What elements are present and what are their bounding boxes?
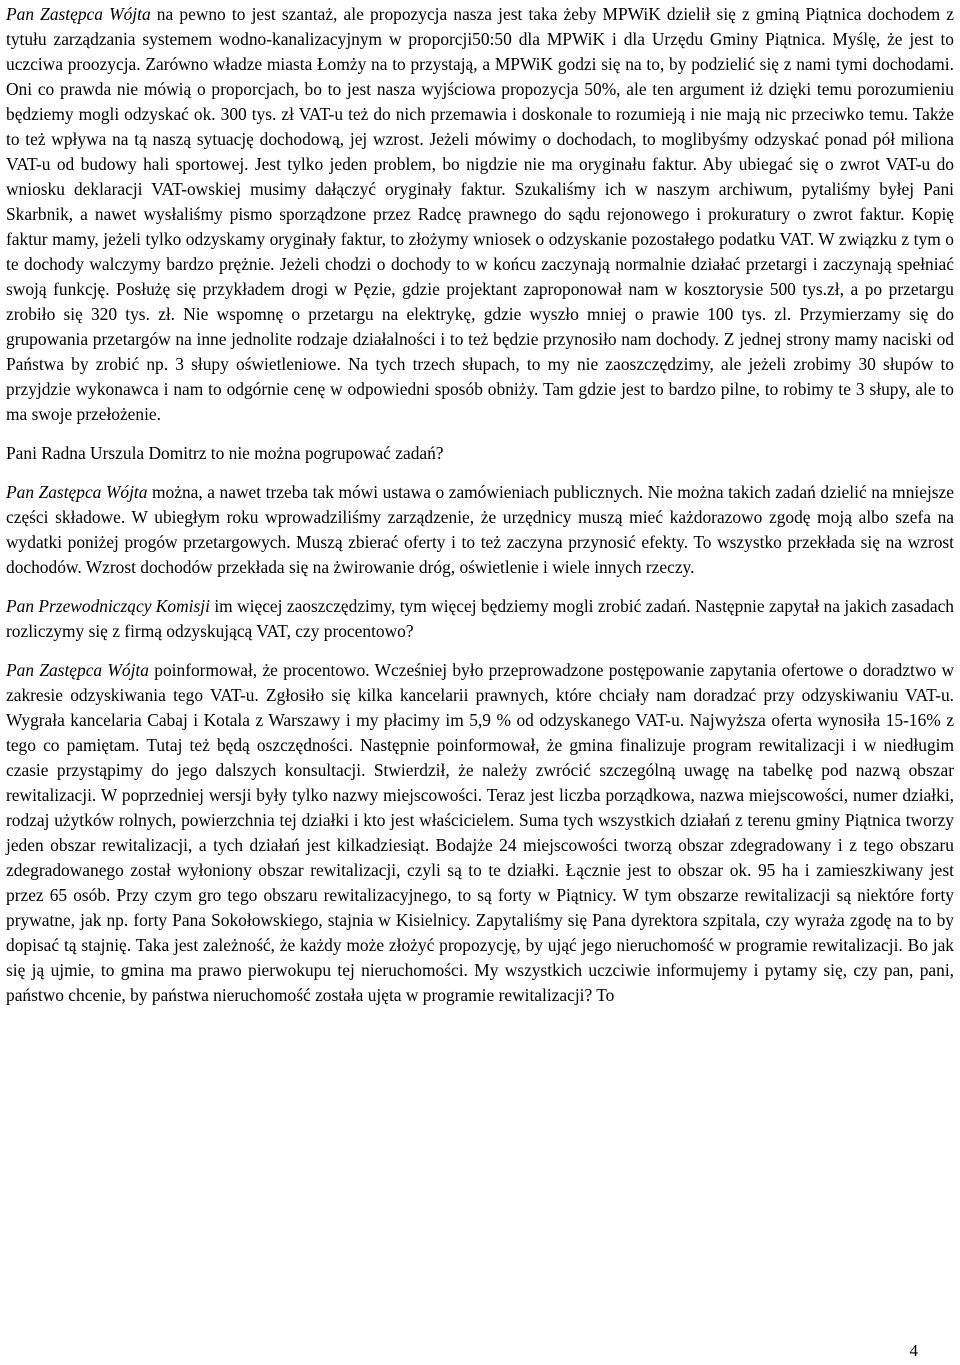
paragraph [6,594,954,644]
paragraph-text: im więcej zaoszczędzimy, tym więcej będziemy mogli zrobić zadań. Następnie zapytał na jakich zasadach rozliczymy się z firmą odzyskującą VAT, czy procentowo? [6,596,954,641]
paragraph-text: poinformował, że procentowo. Wcześniej było przeprowadzone postępowanie zapytania ofertowe o doradztwo w zakresie odzyskiwania tego VAT-u. Zgłosiło się kilka kancelarii prawnych, które chciały nam doradzać przy odzyskiwaniu VAT-u. Wygrała kancelaria Cabaj i Kotala z Warszawy i my płacimy im 5,9 % od odzyskanego VAT-u. Najwyższa oferta wynosiła 15-16% z tego co pamiętam. Tutaj też będą oszczędności. Następnie poinformował, że gmina finalizuje program rewitalizacji i w niedługim czasie przystąpimy do jego dalszych konsultacji. Stwierdził, że należy zwrócić szczególną uwagę na tabelkę pod nazwą obszar rewitalizacji. W poprzedniej wersji były tylko nazwy miejscowości. Teraz jest liczba porządkowa, nazwa miejscowości, numer działki, rodzaj użytków rolnych, powierzchnia tej działki i kto jest właścicielem. Suma tych wszystkich działań z terenu gminy Piątnica tworzy jeden obszar rewitalizacji, a tych działań jest kilkadziesiąt. Bodajże 24 miejscowości tworzą obszar zdegradowany i z tego obszaru zdegradowanego został wyłoniony obszar rewitalizacji, czyli są to te działki. Łącznie jest to obszar ok. 95 ha i zamieszkiwany jest przez 65 osób. Przy czym gro tego obszaru rewitalizacyjnego, to są forty w Piątnicy. W tym obszarze rewitalizacji są niektóre forty prywatne, jak np. forty Pana Sokołowskiego, stajnia w Kisielnicy. Zapytaliśmy się Pana dyrektora szpitala, czy wyraża zgodę na to by dopisać tą stajnię. Taka jest zależność, że każdy może złożyć propozycję, by ująć jego nieruchomość w programie rewitalizacji. Bo jak się ją ujmie, to gmina ma prawo pierwokupu tej nieruchomości. My wszystkich uczciwie informujemy i pytamy się, czy pan, pani, państwo chcenie, by państwa nieruchomość została ujęta w programie rewitalizacji? To [6,660,955,1005]
paragraph [6,658,954,1008]
paragraph-text: można, a nawet trzeba tak mówi ustawa o zamówieniach publicznych. Nie można takich zadań dzielić na mniejsze części składowe. W ubiegłym roku wprowadziliśmy zarządzenie, że urzędnicy muszą mieć każdorazowo zgodę moją albo szefa na wydatki poniżej progów przetargowych. Muszą zbierać oferty i to też zaczyna przynosić efekty. To wszystko przekłada się na wzrost dochodów. Wzrost dochodów przekłada się na żwirowanie dróg, oświetlenie i wiele innych rzeczy. [6,482,954,577]
speaker-name: Pan Zastępca Wójta [6,482,148,502]
speaker-name: Pan Zastępca Wójta [6,4,151,24]
paragraph [6,441,954,466]
speaker-name: Pan Przewodniczący Komisji [6,596,210,616]
speaker-name: Pan Zastępca Wójta [6,660,149,680]
paragraph-text: Pani Radna Urszula Domitrz to nie można pogrupować zadań? [6,443,444,463]
paragraph [6,480,954,580]
paragraph-text: na pewno to jest szantaż, ale propozycja nasza jest taka żeby MPWiK dzielił się z gminą Piątnica dochodem z tytułu zarządzania systemem wodno-kanalizacyjnym w proporcji50:50 dla MPWiK i dla Urzędu Gminy Piątnica. Myślę, że jest to uczciwa proozycja. Zarówno władze miasta Łomży na to przystają, a MPWiK godzi się na to, by podzielić się z nami tymi dochodami. Oni co prawda nie mówią o proporcjach, bo to jest nasza wyjściowa propozycja 50%, ale ten argument iż dzięki temu porozumieniu będziemy mogli odzyskać ok. 300 tys. zł VAT-u też do nich przemawia i doskonale to rozumieją i nie mają nic przeciwko temu. Także to też wpływa na tą naszą sytuację dochodową, jej wzrost. Jeżeli mówimy o dochodach, to moglibyśmy odzyskać ponad pół miliona VAT-u od budowy hali sportowej. Jest tylko jeden problem, bo nigdzie nie ma oryginału faktur. Aby ubiegać się o zwrot VAT-u do wniosku deklaracji VAT-owskiej musimy dałączyć oryginały faktur. Szukaliśmy ich w naszym archiwum, pytaliśmy byłej Pani Skarbnik, a nawet wysłaliśmy pismo sporządzone przez Radcę prawnego do sądu rejonowego i prokuratury o zwrot faktur. Kopię faktur mamy, jeżeli tylko odzyskamy oryginały faktur, to złożymy wniosek o odzyskanie pozostałego podatku VAT. W związku z tym o te dochody walczymy bardzo prężnie. Jeżeli chodzi o dochody to w końcu zaczynają normalnie działać przetargi i zaczynają spełniać swoją funkcję. Posłużę się przykładem drogi w Pęzie, gdzie projektant zaproponował nam w kosztorysie 500 tys.zł, a po przetargu zrobiło się 320 tys. zł. Nie wspomnę o przetargu na elektrykę, gdzie wyszło mniej o prawie 100 tys. zl. Przymierzamy się do grupowania przetargów na inne jednolite rodzaje działalności i to też będzie przynosiło nam dochody. Z jednej strony mamy naciski od Państwa by zrobić np. 3 słupy oświetleniowe. Na tych trzech słupach, to my nie zaoszczędzimy, ale jeżeli zrobimy 30 słupów to przyjdzie wykonawca i nam to odgórnie cenę w odpowiedni sposób obniży. Tam gdzie jest to bardzo pilne, to robimy te 3 słupy, ale to ma swoje przełożenie. [6,4,954,424]
page-number: 4 [909,1341,918,1360]
paragraph [6,2,954,427]
